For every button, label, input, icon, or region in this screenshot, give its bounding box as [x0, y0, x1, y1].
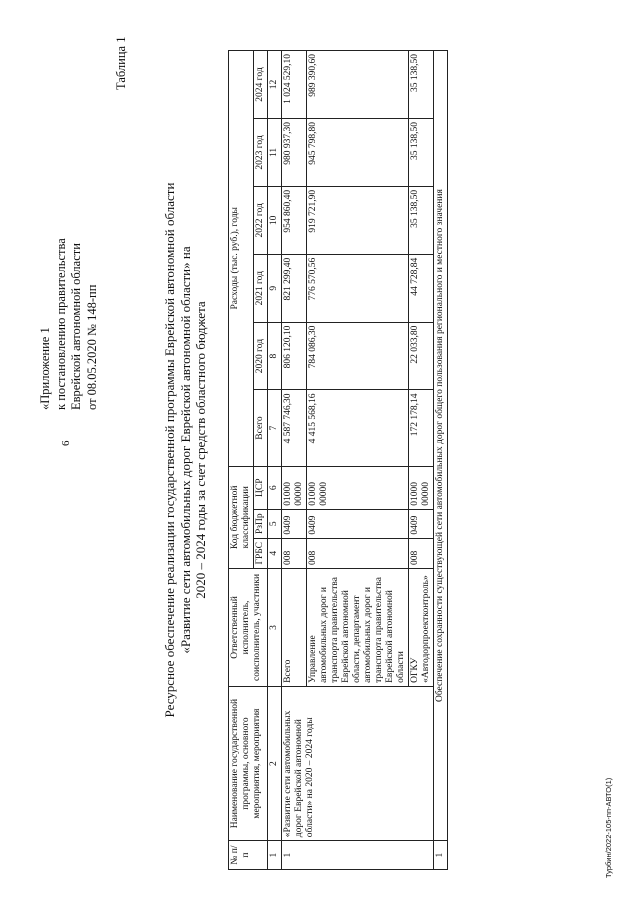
column-number: 3	[268, 568, 282, 686]
column-number: 4	[268, 538, 282, 568]
rzpr-cell: 0409	[282, 509, 307, 538]
document-title	[162, 90, 209, 810]
rzpr-cell: 0409	[409, 509, 434, 538]
appendix-line: «Приложение 1	[38, 327, 52, 410]
year-2021-cell: 821 299,40	[282, 254, 307, 322]
year-2023-cell: 35 138,50	[409, 119, 434, 187]
column-number: 1	[268, 841, 282, 870]
main-activity-name: Обеспечение сохранности существующей сети автомобильных дорог общего пользования регионального и местного значения	[434, 51, 448, 841]
title-line: Ресурсное обеспечение реализации государственной программы Еврейской автономной области	[162, 182, 177, 718]
header-expenses: Расходы (тыс. руб.), годы	[229, 51, 254, 467]
table-label: Таблица 1	[114, 36, 128, 90]
column-number: 5	[268, 509, 282, 538]
year-2024-cell: 35 138,50	[409, 51, 434, 119]
header-2024: 2024 год	[254, 51, 268, 119]
year-2023-cell: 945 798,80	[307, 119, 409, 187]
appendix-line: Еврейской автономной области	[69, 243, 83, 410]
column-number: 11	[268, 119, 282, 187]
year-2022-cell: 35 138,50	[409, 186, 434, 254]
row-number: 1	[282, 841, 434, 870]
table-row	[282, 51, 307, 870]
responsible-cell: ОГКУ «Автодорпроектконтроль»	[409, 568, 434, 686]
header-budget-code: Код бюджетной классификации	[229, 466, 254, 568]
year-2020-cell: 784 086,30	[307, 322, 409, 390]
year-2022-cell: 919 721,90	[307, 186, 409, 254]
year-2021-cell: 44 728,84	[409, 254, 434, 322]
header-2022: 2022 год	[254, 186, 268, 254]
year-2023-cell: 980 937,30	[282, 119, 307, 187]
header-total: Всего	[254, 390, 268, 466]
responsible-cell: Всего	[282, 568, 307, 686]
csr-cell: 01000 00000	[409, 466, 434, 509]
header-rzpr: РзПр	[254, 509, 268, 538]
total-cell: 172 178,14	[409, 390, 434, 466]
responsible-cell: Управление автомобильных дорог и транспорта правительства Еврейской автономной области, департамент автомобильных дорог и транспорта правительства Еврейской автономной области	[307, 568, 409, 686]
year-2020-cell: 22 033,80	[409, 322, 434, 390]
year-2021-cell: 776 570,56	[307, 254, 409, 322]
grbs-cell: 008	[282, 538, 307, 568]
page-number: 6	[60, 440, 72, 446]
column-number: 7	[268, 390, 282, 466]
column-number: 8	[268, 322, 282, 390]
total-cell: 4 415 568,16	[307, 390, 409, 466]
header-responsible: Ответственный исполнитель, соисполнитель, участники	[229, 568, 268, 686]
year-2020-cell: 806 120,10	[282, 322, 307, 390]
csr-cell: 01000 00000	[282, 466, 307, 509]
resource-table	[228, 50, 448, 870]
header-csr: ЦСР	[254, 466, 268, 509]
year-2024-cell: 1 024 529,10	[282, 51, 307, 119]
column-number: 2	[268, 686, 282, 840]
total-cell: 4 587 746,30	[282, 390, 307, 466]
appendix-header	[38, 238, 100, 410]
year-2024-cell: 989 390,60	[307, 51, 409, 119]
appendix-line: к постановлению правительства	[53, 238, 68, 410]
title-line: 2020 – 2024 годы за счет средств областного бюджета	[193, 301, 208, 599]
column-number: 12	[268, 51, 282, 119]
table-row	[434, 51, 448, 870]
landscape-page	[24, 20, 624, 880]
column-number: 6	[268, 466, 282, 509]
header-grbs: ГРБС	[254, 538, 268, 568]
header-2020: 2020 год	[254, 322, 268, 390]
title-line: «Развитие сети автомобильных дорог Еврейской автономной области» на	[177, 246, 193, 654]
year-2022-cell: 954 860,40	[282, 186, 307, 254]
document-code: Турбин/2022-105-пп-АВТО(1)	[604, 777, 613, 878]
column-number: 9	[268, 254, 282, 322]
header-num: № п/п	[229, 841, 268, 870]
header-2021: 2021 год	[254, 254, 268, 322]
header-name: Наименование государственной программы, основного мероприятия, мероприятия	[229, 686, 268, 840]
grbs-cell: 008	[307, 538, 409, 568]
row-number: 1	[434, 841, 448, 870]
column-number-row	[268, 51, 282, 870]
rzpr-cell: 0409	[307, 509, 409, 538]
appendix-line: от 08.05.2020 № 148-пп	[84, 284, 99, 410]
grbs-cell: 008	[409, 538, 434, 568]
column-number: 10	[268, 186, 282, 254]
header-row	[229, 51, 254, 870]
csr-cell: 01000 00000	[307, 466, 409, 509]
program-name: «Развитие сети автомобильных дорог Еврейской автономной области» на 2020 – 2024 годы	[282, 686, 434, 840]
header-2023: 2023 год	[254, 119, 268, 187]
